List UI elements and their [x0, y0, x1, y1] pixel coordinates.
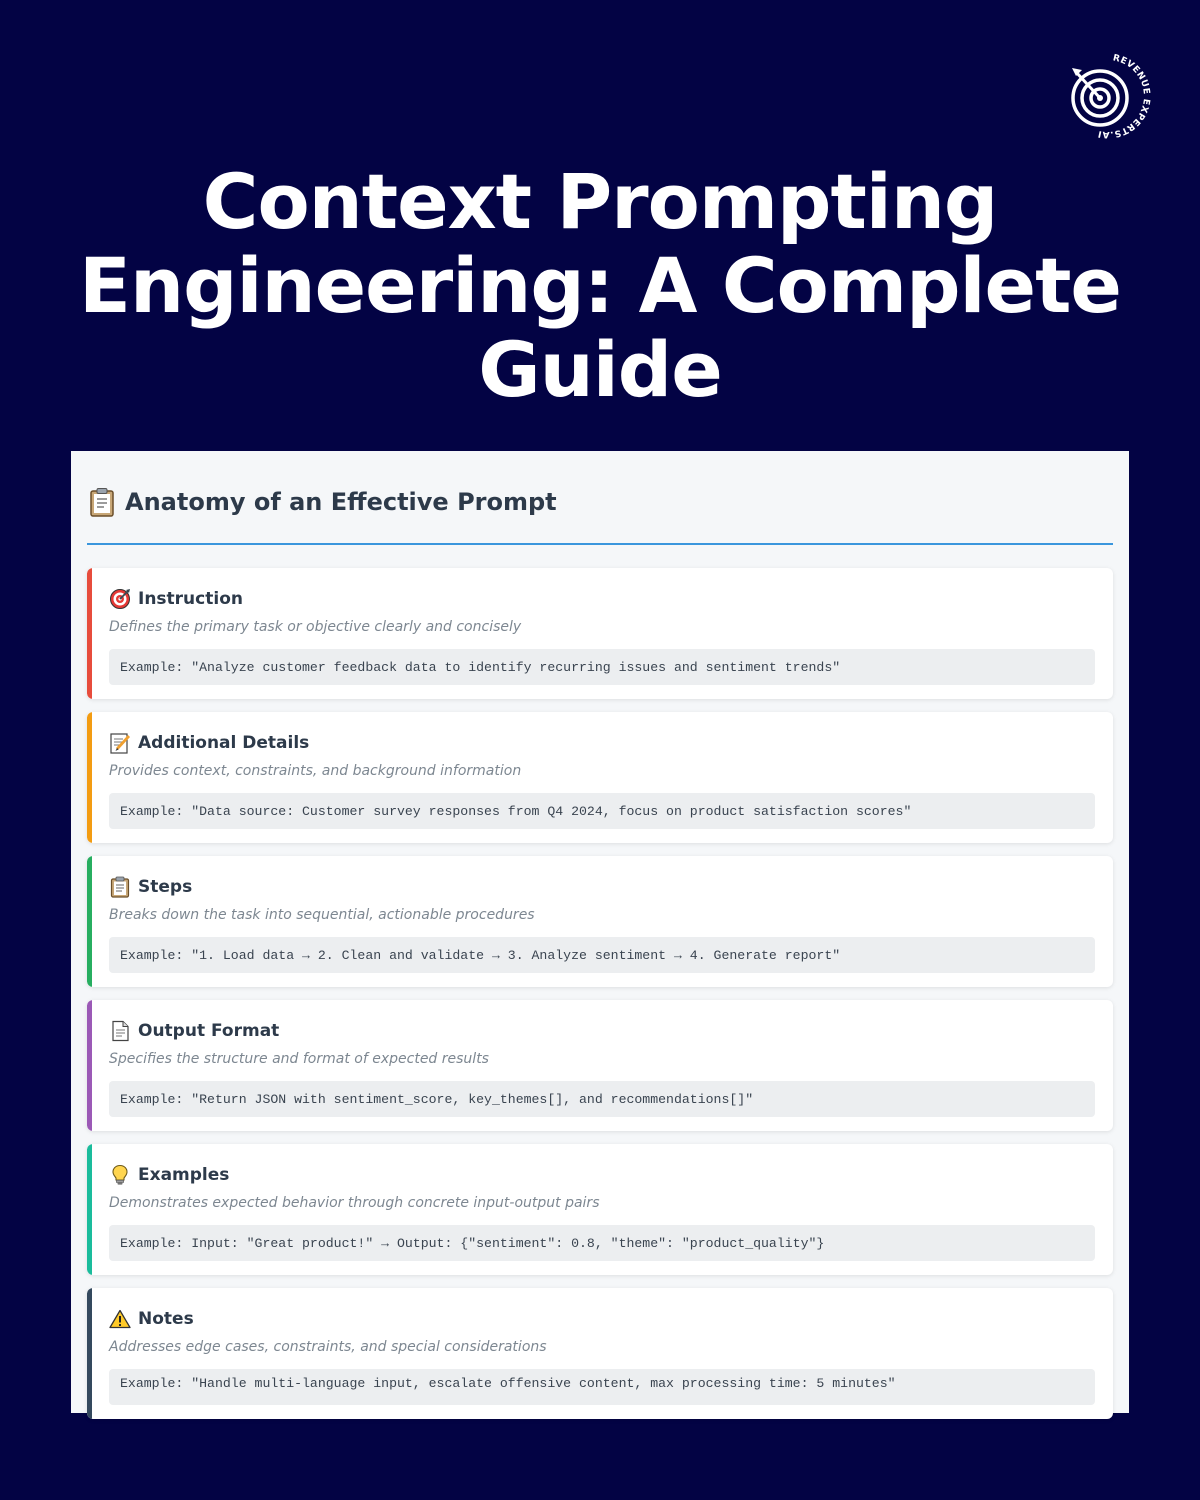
card-title: Examples: [138, 1165, 230, 1185]
clipboard-icon: [109, 876, 131, 898]
card-example: Example: "Analyze customer feedback data to identify recurring issues and sentiment trends": [109, 649, 1095, 685]
accent-bar: [87, 568, 92, 699]
card-instruction: [87, 568, 1113, 699]
card-additional-details: [87, 712, 1113, 843]
card-description: Specifies the structure and format of expected results: [109, 1051, 489, 1067]
brand-logo: [1062, 50, 1154, 142]
card-description: Provides context, constraints, and background information: [109, 763, 522, 779]
card-description: Demonstrates expected behavior through concrete input-output pairs: [109, 1195, 600, 1211]
target-arrow-icon: [1062, 50, 1154, 142]
clipboard-icon: [89, 487, 115, 517]
card-title: Instruction: [138, 589, 243, 609]
memo-icon: [109, 732, 131, 754]
card-examples: [87, 1144, 1113, 1275]
warning-icon: [109, 1308, 131, 1330]
card-example: Example: "Data source: Customer survey responses from Q4 2024, focus on product satisfaction scores": [109, 793, 1095, 829]
prompt-sections: [87, 568, 1113, 1419]
accent-bar: [87, 1144, 92, 1275]
target-icon: [109, 588, 131, 610]
card-example: Example: "Return JSON with sentiment_score, key_themes[], and recommendations[]": [109, 1081, 1095, 1117]
card-notes: [87, 1288, 1113, 1419]
card-description: Addresses edge cases, constraints, and special considerations: [109, 1339, 547, 1355]
accent-bar: [87, 856, 92, 987]
svg-text:REVENUE EXPERTS.AI: REVENUE EXPERTS.AI: [1096, 53, 1152, 140]
card-description: Breaks down the task into sequential, actionable procedures: [109, 907, 535, 923]
card-example: Example: Input: "Great product!" → Output: {"sentiment": 0.8, "theme": "product_quality"}: [109, 1225, 1095, 1261]
accent-bar: [87, 1288, 92, 1419]
accent-bar: [87, 712, 92, 843]
panel-title: Anatomy of an Effective Prompt: [125, 488, 557, 516]
card-title: Additional Details: [138, 733, 310, 753]
card-example: Example: "Handle multi-language input, escalate offensive content, max processing time: 5 minutes": [109, 1369, 1095, 1405]
page-title: Context Prompting Engineering: A Complete Guide: [79, 157, 1121, 414]
card-example: Example: "1. Load data → 2. Clean and validate → 3. Analyze sentiment → 4. Generate report": [109, 937, 1095, 973]
panel-header: [87, 475, 1113, 545]
anatomy-panel: [71, 451, 1129, 1413]
card-output-format: [87, 1000, 1113, 1131]
card-steps: [87, 856, 1113, 987]
card-title: Notes: [138, 1309, 194, 1329]
card-description: Defines the primary task or objective clearly and concisely: [109, 619, 522, 635]
card-title: Output Format: [138, 1021, 280, 1041]
lightbulb-icon: [109, 1164, 131, 1186]
card-title: Steps: [138, 877, 193, 897]
page-icon: [109, 1020, 131, 1042]
accent-bar: [87, 1000, 92, 1131]
